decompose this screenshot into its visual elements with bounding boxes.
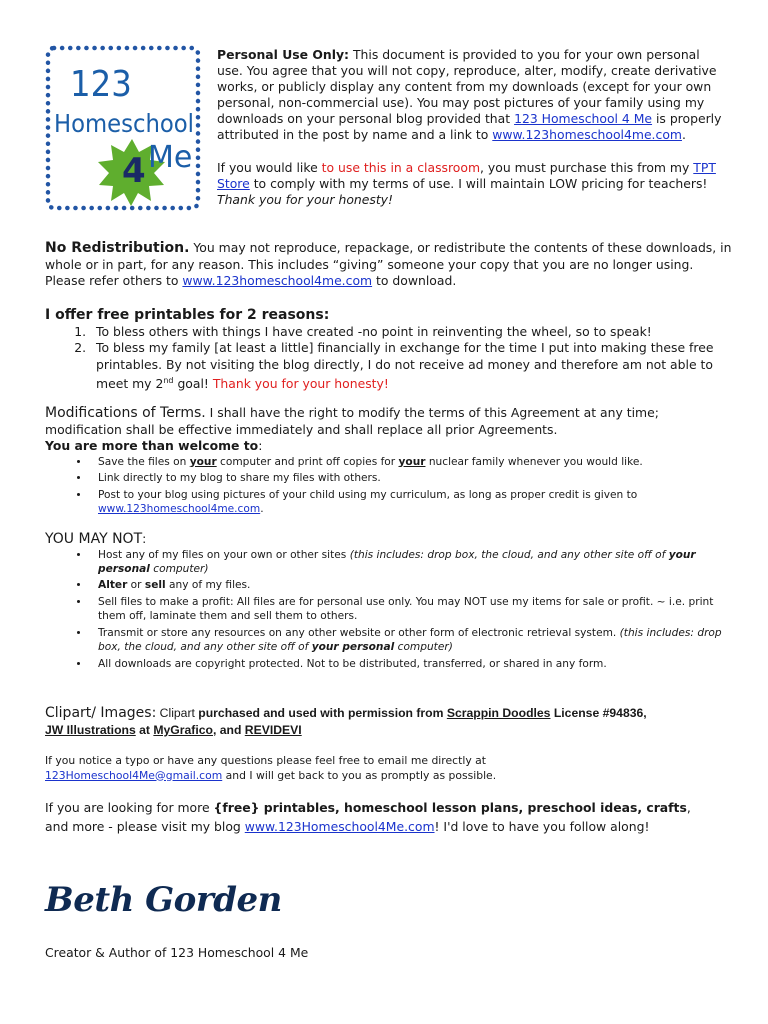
contact-text: If you notice a typo or have any questions please feel free to email me directly at	[45, 754, 486, 767]
redistribution-section	[45, 240, 735, 290]
may-not-item: • Sell files to make a profit: All files are for personal use only. You may NOT use my items for sale or profit. ~ i.e. print them off, laminate them and sell them to others.	[90, 595, 735, 623]
item-text: any of my files.	[165, 579, 251, 592]
creator-line: Creator & Author of 123 Homeschool 4 Me	[45, 945, 309, 960]
item-text: Save the files on	[98, 455, 190, 468]
item-text: or	[127, 579, 145, 592]
item-text: Host any of my files on your own or other sites	[98, 548, 350, 561]
logo-graphic	[44, 44, 202, 212]
welcome-item	[90, 455, 735, 469]
more-paragraph	[45, 798, 735, 836]
modifications-text: I shall have the right to modify the terms of this Agreement at any time; modification shall be effective immediately and shall replace all prior Agreements.	[45, 405, 659, 437]
may-not-section	[45, 531, 735, 674]
may-not-item: • All downloads are copyright protected. Not to be distributed, transferred, or shared in any form.	[90, 657, 735, 671]
clipart-text: Clipart	[156, 706, 199, 720]
contact-text-2: and I will get back to you as promptly as possible.	[222, 768, 497, 782]
may-not-item	[90, 626, 735, 654]
clipart-text: purchased and used with permission from	[198, 706, 447, 720]
redistribution-text-2: to download.	[372, 273, 457, 288]
blog-url-link[interactable]: www.123Homeschool4Me.com	[244, 819, 435, 834]
mygrafico-link[interactable]: MyGrafico	[153, 723, 213, 737]
bold-italic-text: your personal	[311, 641, 395, 654]
reason-red-text: Thank you for your honesty!	[212, 376, 389, 392]
emphasis: your	[189, 455, 217, 468]
period: .	[681, 127, 686, 143]
more-text: and more - please visit my blog	[45, 819, 245, 834]
welcome-heading-line	[45, 438, 735, 455]
classroom-text: If you would like	[217, 159, 322, 175]
clipart-text: at	[135, 723, 154, 737]
clipart-section	[45, 705, 735, 739]
italic-text: computer)	[394, 641, 453, 654]
may-not-item	[90, 578, 735, 592]
classroom-text-2: , you must purchase this from my	[480, 159, 694, 175]
tpt-store-link[interactable]: TPT Store	[217, 159, 716, 191]
personal-use-paragraph	[217, 47, 727, 144]
personal-use-text-2: is properly attributed in the post by name and a link to	[217, 111, 722, 143]
contact-paragraph	[45, 754, 735, 783]
bold-text: sell	[144, 579, 166, 592]
reason-item	[90, 340, 735, 393]
more-bold-text: {free} printables, homeschool lesson plans, preschool ideas, crafts	[213, 800, 687, 815]
logo-text-123: 123	[70, 64, 132, 105]
reason-text-b: goal!	[173, 376, 213, 392]
logo-text-4: 4	[122, 151, 146, 191]
scrappin-doodles-link[interactable]: Scrappin Doodles	[446, 706, 551, 720]
personal-use-heading: Personal Use Only:	[217, 47, 350, 62]
may-not-heading: YOU MAY NOT	[45, 531, 143, 547]
more-text: ,	[686, 800, 691, 815]
classroom-paragraph	[217, 160, 727, 208]
item-text: nuclear family whenever you would like.	[425, 455, 643, 468]
more-text: If you are looking for more	[45, 800, 214, 815]
welcome-item	[90, 488, 735, 516]
welcome-list	[45, 455, 735, 517]
italic-text: (this includes: drop box, the cloud, and any other site off of	[98, 627, 722, 654]
welcome-heading: You are more than welcome to	[45, 438, 259, 453]
clipart-text: , and	[212, 723, 245, 737]
item-text: Post to your blog using pictures of your child using my curriculum, as long as proper credit is given to	[98, 488, 638, 501]
more-text: ! I'd love to have you follow along!	[434, 819, 650, 834]
item-text: Transmit or store any resources on any other website or other form of electronic retrieval system.	[98, 627, 620, 640]
item-text: computer and print off copies for	[216, 455, 399, 468]
modifications-heading: Modifications of Terms.	[45, 405, 206, 421]
reasons-heading: I offer free printables for 2 reasons:	[45, 307, 330, 323]
contact-section	[45, 754, 735, 783]
thank-you-text: Thank you for your honesty!	[217, 191, 393, 207]
personal-use-section	[217, 47, 727, 208]
clipart-text: License #94836,	[550, 706, 647, 720]
reasons-list	[45, 324, 735, 393]
personal-use-text: This document is provided to you for your own personal use. You agree that you will not copy, reproduce, alter, modify, create derivative works, or publicly display any content from my downloads (except for your own personal, non-commercial use). You may post pictures of your family using my downloads on your personal blog provided that	[217, 47, 717, 127]
jw-illustrations-link[interactable]: JW Illustrations	[45, 723, 136, 737]
superscript: nd	[163, 376, 174, 385]
may-not-list	[45, 548, 735, 672]
bold-text: Alter	[98, 579, 128, 592]
italic-text: computer)	[149, 562, 209, 575]
colon: :	[142, 531, 147, 546]
homeschool-name-link[interactable]: 123 Homeschool 4 Me	[514, 111, 653, 127]
clipart-paragraph	[45, 705, 735, 739]
may-not-item	[90, 548, 735, 576]
may-not-heading-line	[45, 531, 735, 548]
italic-text: (this includes: drop box, the cloud, and any other site off of	[349, 548, 669, 561]
classroom-text-3: to comply with my terms of use. I will maintain LOW pricing for teachers!	[249, 175, 708, 191]
emphasis: your	[398, 455, 426, 468]
email-link[interactable]: 123Homeschool4Me@gmail.com	[45, 768, 223, 782]
website-link[interactable]: www.123homeschool4me.com	[492, 127, 682, 143]
reason-item: 1. To bless others with things I have created -no point in reinventing the wheel, so to speak!	[90, 324, 735, 341]
more-section	[45, 798, 735, 836]
period: .	[260, 503, 264, 516]
reason-text: To bless my family [at least a little] financially in exchange for the time I put into making these free printables. By not visiting the blog directly, I do not receive ad money and therefore am not able to meet my 2	[96, 340, 714, 392]
modifications-paragraph	[45, 405, 735, 438]
revidevi-link[interactable]: REVIDEVI	[244, 723, 302, 737]
redistribution-link[interactable]: www.123homeschool4me.com	[182, 273, 373, 288]
logo-text-homeschool: Homeschool	[54, 109, 194, 138]
signature: Beth Gorden	[45, 880, 282, 920]
redistribution-text: You may not reproduce, repackage, or redistribute the contents of these downloads, in whole or in part, for any reason. This includes “giving” someone your copy that you are no longer using. Please refer others to	[45, 240, 732, 288]
blog-link[interactable]: www.123homeschool4me.com	[98, 503, 261, 516]
logo-text-me: Me	[148, 140, 193, 175]
reasons-section	[45, 307, 735, 393]
clipart-heading: Clipart/ Images:	[45, 705, 157, 721]
redistribution-heading: No Redistribution.	[45, 240, 190, 256]
redistribution-paragraph	[45, 240, 735, 290]
welcome-item: • Link directly to my blog to share my files with others.	[90, 471, 735, 485]
bold-italic-text: your personal	[98, 548, 696, 575]
modifications-section	[45, 405, 735, 519]
homeschool-logo	[44, 44, 202, 212]
colon: :	[258, 438, 263, 453]
classroom-red-text: to use this in a classroom	[321, 159, 481, 175]
